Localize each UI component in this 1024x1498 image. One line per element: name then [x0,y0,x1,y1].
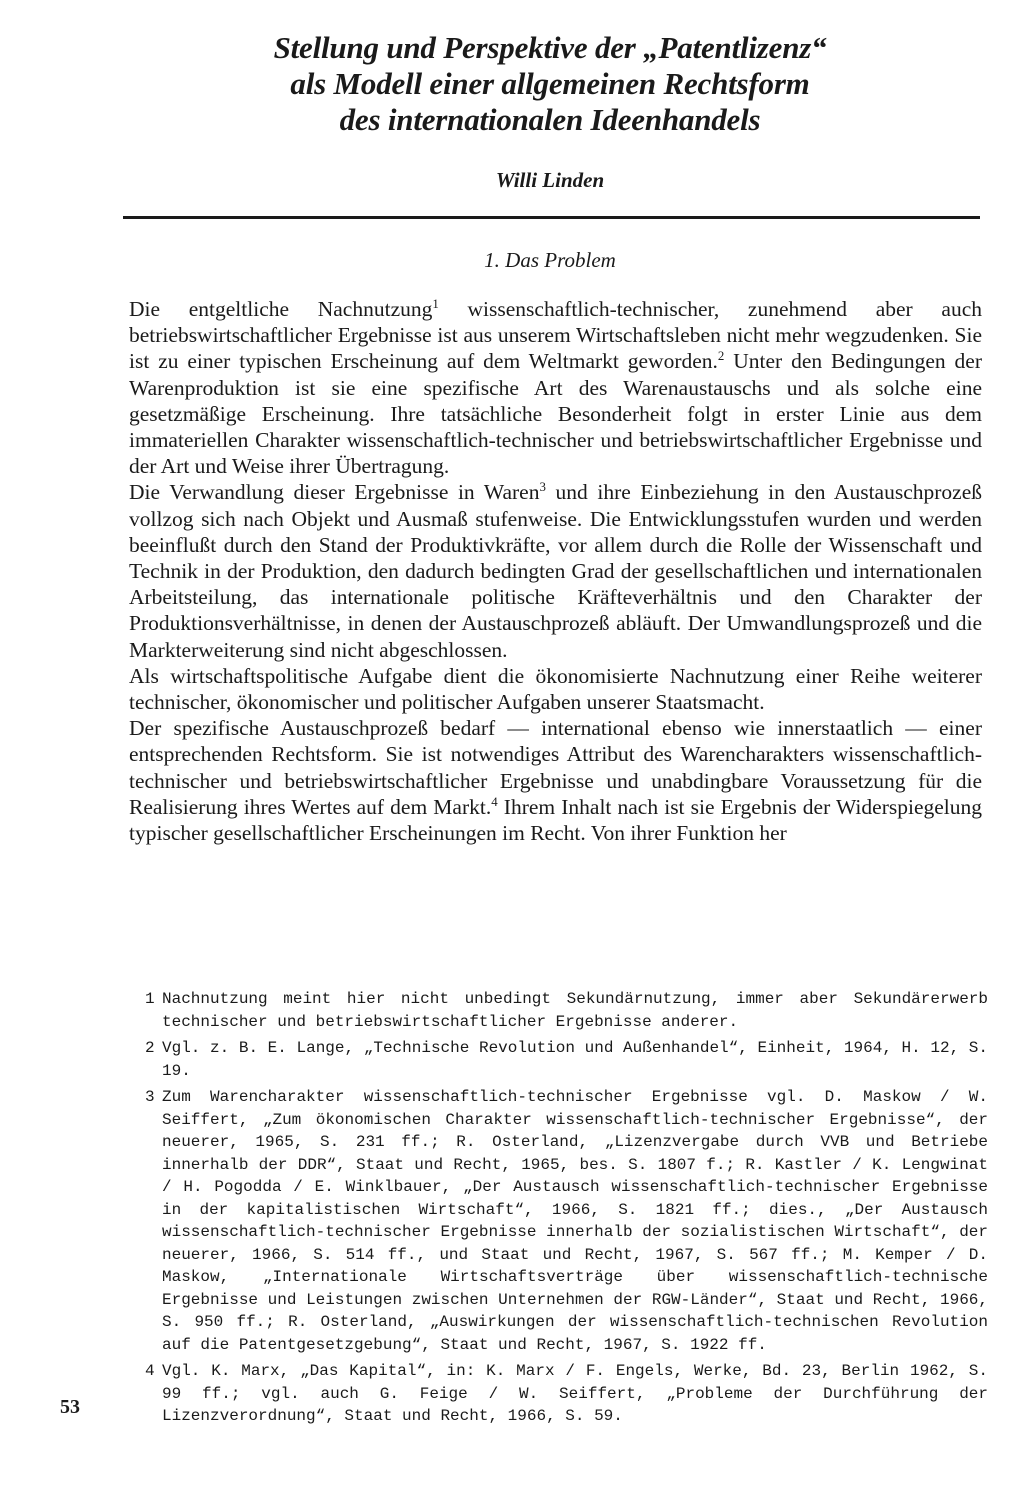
footnote-text: Vgl. z. B. E. Lange, „Technische Revolution und Außenhandel“, Einheit, 1964, H. 12, S. 19. [162,1039,988,1080]
footnote-number: 1 [145,990,155,1008]
footnote-text: Vgl. K. Marx, „Das Kapital“, in: K. Marx / F. Engels, Werke, Bd. 23, Berlin 1962, S. 99 ff.; vgl. auch G. Feige / W. Seiffert, „Probleme der Durchführung der Lizenzverordnung“, Staat und Recht, 1966, S. 59. [162,1362,988,1425]
footnote-number: 4 [145,1362,155,1380]
title-divider [123,216,980,219]
page-number: 53 [60,1396,80,1418]
title-line-3: des internationalen Ideenhandels [339,102,761,137]
footnote-ref: 2 [717,349,725,364]
title-line-2: als Modell einer allgemeinen Rechtsform [290,66,810,101]
title-line-1: Stellung und Perspektive der „Patentlizenz“ [273,30,827,65]
footnote-ref: 4 [491,794,498,809]
article-title [200,30,900,138]
footnote-ref: 3 [539,480,546,495]
section-heading: 1. Das Problem [484,248,616,272]
footnote-text: Zum Warencharakter wissenschaftlich-technischer Ergebnisse vgl. D. Maskow / W. Seiffert, „Zum ökonomischen Charakter wissenschaftlich-technischer Ergebnisse“, der neuerer, 1965, S. 231 ff.; R. Osterland, „Lizenzvergabe durch VVB und Betriebe innerhalb der DDR“, Staat und Recht, 1965, bes. S. 1807 f.; R. Kastler / K. Lengwinat / H. Pogodda / E. Winklbauer, „Der Austausch wissenschaftlich-technischer Ergebnisse in der kapitalistischen Wirtschaft“, 1966, S. 1821 ff.; dies., „Der Austausch wissenschaftlich-technischer Ergebnisse innerhalb der sozialistischen Wirtschaft“, der neuerer, 1966, S. 514 ff., und Staat und Recht, 1967, S. 567 ff.; M. Kemper / D. Maskow, „Internationale Wirtschaftsverträge über wissenschaftlich-technische Ergebnisse und Leistungen zwischen Unternehmen der RGW-Länder“, Staat und Recht, 1966, S. 950 ff.; R. Osterland, „Auswirkungen der wissenschaftlich-technischen Revolution auf die Patentgesetzgebung“, Staat und Recht, 1967, S. 1922 ff. [162,1088,988,1354]
footnote [145,1086,988,1356]
footnotes [145,988,988,1432]
footnote-number: 2 [145,1039,155,1057]
footnote-number: 3 [145,1088,155,1106]
footnote [145,988,988,1033]
paragraph: Als wirtschaftspolitische Aufgabe dient die ökonomisierte Nachnutzung einer Reihe weiterer technischer, ökonomischer und politischer Aufgaben unserer Staatsmacht. [129,663,982,715]
footnote [145,1360,988,1428]
paragraph: Der spezifische Austauschprozeß bedarf — international ebenso wie innerstaatlich — einer entsprechenden Rechtsform. Sie ist notwendiges Attribut des Warencharakters wissenschaftlich-technischer und betriebswirtschaftlicher Ergebnisse und unabdingbare Voraussetzung für die Realisierung ihres Wertes auf dem Markt.$^4$ Ihrem Inhalt nach ist sie Ergebnis der Widerspiegelung typischer gesellschaftlicher Erscheinungen im Recht. Von ihrer Funktion her [129,716,982,846]
paragraph: Die Verwandlung dieser Ergebnisse in Waren$^3$ und ihre Einbeziehung in den Austauschprozeß vollzog sich nach Objekt und Ausmaß stufenweise. Die Entwicklungsstufen wurden und werden beeinflußt durch den Stand der Produktivkräfte, vor allem durch die Rolle der Wissenschaft und Technik in der Produktion, den dadurch bedingten Grad der gesellschaftlichen und internationalen Arbeitsteilung, das internationale politische Kräfteverhältnis und den Charakter der Produktionsverhältnisse, in denen der Austauschprozeß abläuft. Der Umwandlungsprozeß und die Markterweiterung sind nicht abgeschlossen. [129,480,982,662]
paragraph: Die entgeltliche Nachnutzung$^1$ wissenschaftlich-technischer, zunehmend aber auch betriebswirtschaftlicher Ergebnisse ist aus unserem Wirtschaftsleben nicht mehr wegzudenken. Sie ist zu einer typischen Erscheinung auf dem Weltmarkt geworden.$^2$ Unter den Bedingungen der Warenproduktion ist sie eine spezifische Art des Warenaustauschs und als solche eine gesetzmäßige Erscheinung. Ihre tatsächliche Besonderheit folgt in erster Linie aus dem immateriellen Charakter wissenschaftlich-technischer und betriebswirtschaftlicher Ergebnisse und der Art und Weise ihrer Übertragung. [129,296,982,479]
footnote-ref: 1 [432,296,439,311]
body-text [129,296,982,846]
footnote-text: Nachnutzung meint hier nicht unbedingt Sekundärnutzung, immer aber Sekundärerwerb technischer und betriebswirtschaftlicher Ergebnisse anderer. [162,990,988,1031]
author-name: Willi Linden [495,168,605,192]
footnote [145,1037,988,1082]
